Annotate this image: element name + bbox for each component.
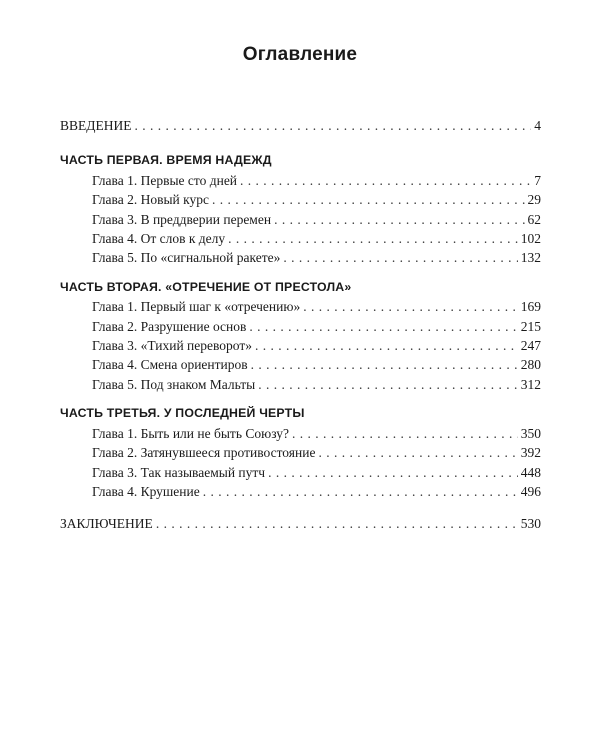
dot-leader	[156, 514, 518, 533]
toc-entry-chapter[interactable]	[60, 229, 541, 248]
dot-leader	[255, 336, 518, 355]
dot-leader	[212, 190, 525, 209]
toc-entry-chapter[interactable]	[60, 424, 541, 443]
dot-leader	[318, 443, 517, 462]
toc-entry-chapter[interactable]	[60, 210, 541, 229]
toc-entry-label: Глава 1. Первый шаг к «отречению»	[92, 299, 301, 315]
toc-page-number: 392	[520, 445, 541, 461]
part-heading-2[interactable]: ЧАСТЬ ВТОРАЯ. «ОТРЕЧЕНИЕ ОТ ПРЕСТОЛА»	[60, 279, 352, 294]
dot-leader	[292, 424, 518, 443]
toc-entry-label: Глава 5. По «сигнальной ракете»	[92, 250, 281, 266]
toc-entry-chapter[interactable]	[60, 297, 541, 316]
page-title: Оглавление	[242, 44, 358, 65]
toc-entry-chapter[interactable]	[60, 171, 541, 190]
toc-entry-chapter[interactable]	[60, 336, 541, 355]
toc-entry-label: Глава 1. Первые сто дней	[92, 172, 238, 188]
toc-entry-label: ВВЕДЕНИЕ	[60, 118, 132, 133]
toc-entry-label: Глава 2. Новый курс	[92, 192, 209, 208]
dot-leader	[268, 463, 518, 482]
dot-leader	[249, 317, 517, 336]
dot-leader	[251, 355, 518, 374]
toc-entry-chapter[interactable]	[60, 317, 541, 336]
toc-page-number: 62	[527, 211, 541, 227]
toc-entry-label: Глава 5. Под знаком Мальты	[92, 376, 256, 392]
toc-entry-chapter[interactable]	[60, 355, 541, 374]
toc-page-number: 312	[520, 376, 541, 392]
toc-entry-label: Глава 4. Смена ориентиров	[92, 357, 248, 373]
part-heading-1[interactable]: ЧАСТЬ ПЕРВАЯ. ВРЕМЯ НАДЕЖД	[60, 153, 272, 168]
toc-page-number: 530	[520, 516, 541, 532]
toc-entry-chapter[interactable]	[60, 482, 541, 501]
toc-entry-chapter[interactable]	[60, 375, 541, 394]
toc-entry-chapter[interactable]	[60, 248, 541, 267]
toc-entry-chapter[interactable]	[60, 463, 541, 482]
toc-page-number: 448	[520, 464, 541, 480]
toc-entry-label: ЗАКЛЮЧЕНИЕ	[60, 516, 153, 532]
dot-leader	[203, 482, 518, 501]
toc-entry-label: Глава 3. Так называемый путч	[92, 464, 266, 480]
toc-page-number: 7	[534, 172, 541, 188]
toc-entry-label: Глава 2. Разрушение основ	[92, 318, 247, 334]
toc-entry-label: Глава 1. Быть или не быть Союзу?	[92, 425, 289, 441]
toc-entry-chapter[interactable]	[60, 190, 541, 209]
dot-leader	[134, 116, 531, 135]
toc-entry-label: Глава 4. От слов к делу	[92, 231, 226, 247]
toc-page-number: 169	[520, 299, 541, 315]
toc-entry-conclusion[interactable]	[60, 514, 541, 533]
dot-leader	[303, 297, 518, 316]
table-of-contents	[60, 116, 541, 534]
toc-entry-label: Глава 3. «Тихий переворот»	[92, 338, 253, 354]
part-heading-3[interactable]: ЧАСТЬ ТРЕТЬЯ. У ПОСЛЕДНЕЙ ЧЕРТЫ	[60, 406, 305, 421]
toc-entry-chapter[interactable]	[60, 443, 541, 462]
dot-leader	[228, 229, 518, 248]
toc-entry-label: Глава 3. В преддверии перемен	[92, 211, 272, 227]
toc-entry-label: Глава 2. Затянувшееся противостояние	[92, 445, 316, 461]
toc-page-number: 132	[520, 250, 541, 266]
toc-page-number: 496	[520, 483, 541, 499]
toc-entry-label: Глава 4. Крушение	[92, 483, 200, 499]
dot-leader	[274, 210, 524, 229]
toc-page-number: 247	[520, 338, 541, 354]
dot-leader	[283, 248, 517, 267]
dot-leader	[240, 171, 531, 190]
toc-entry-introduction[interactable]	[60, 116, 541, 135]
toc-page-number: 280	[520, 357, 541, 373]
toc-page-number: 29	[527, 192, 541, 208]
toc-page-number: 102	[520, 231, 541, 247]
toc-page-number: 215	[520, 318, 541, 334]
toc-page-number: 4	[534, 118, 541, 133]
dot-leader	[258, 375, 518, 394]
toc-page-number: 350	[520, 425, 541, 441]
